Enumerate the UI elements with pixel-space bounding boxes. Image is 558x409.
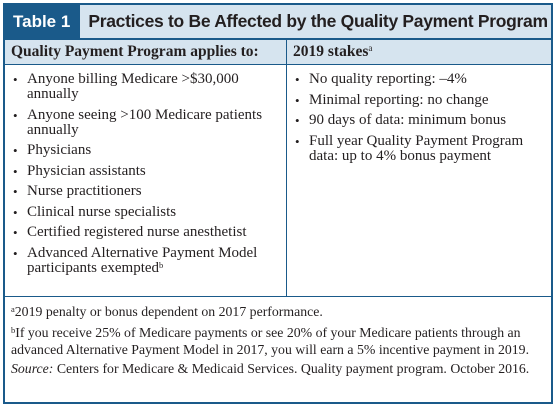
list-item: [11, 246, 282, 277]
list-item: [293, 113, 547, 128]
bullet-icon: •: [295, 72, 300, 87]
footnote-marker-b: b: [159, 259, 164, 270]
list-item: [11, 225, 282, 240]
source-label: Source:: [11, 361, 54, 376]
bullet-icon: •: [295, 92, 300, 108]
list-item-text: 90 days of data: minimum bonus: [309, 112, 507, 128]
bullet-icon: •: [13, 72, 18, 87]
footnote-marker-a: a: [368, 43, 373, 53]
list-item-text: Certified registered nurse anesthetist: [27, 224, 247, 240]
bullet-icon: •: [295, 113, 300, 128]
list-item-text: Minimal reporting: no change: [309, 91, 489, 108]
list-item: [11, 72, 282, 102]
list-item-text: Nurse practitioners: [27, 183, 142, 199]
bullet-icon: •: [13, 245, 18, 261]
list-item-text: Anyone billing Medicare >$30,000 annually: [27, 71, 239, 102]
footnote-b-marker: b: [11, 325, 16, 335]
table-title-bar: [5, 5, 551, 40]
list-item-text: Clinical nurse specialists: [27, 203, 177, 220]
list-item: [293, 134, 547, 164]
bullet-icon: •: [295, 133, 300, 149]
left-column-list: [5, 65, 286, 277]
list-item-text: Full year Quality Payment Program data: up to 4% bonus payment: [309, 132, 524, 164]
list-item: [11, 184, 282, 199]
footnote-b-text: If you receive 25% of Medicare payments or see 20% of your Medicare patients through an advanced Alternative Payment Model in 2017, you will earn a 5% incentive payment in 2019.: [11, 325, 530, 357]
list-item: [11, 164, 282, 179]
bullet-icon: •: [13, 225, 18, 240]
footnote-b: [11, 325, 545, 357]
table-title: Practices to Be Affected by the Quality Payment Program: [88, 11, 548, 31]
list-item-text: No quality reporting: –4%: [309, 71, 467, 87]
table-body: [5, 40, 551, 297]
right-column-list: [287, 65, 551, 164]
bullet-icon: •: [13, 204, 18, 220]
bullet-icon: •: [13, 184, 18, 199]
list-item-text: Physicians: [27, 142, 92, 158]
list-item: [293, 72, 547, 87]
footnote-a-marker: a: [11, 304, 15, 314]
list-item: [11, 143, 282, 158]
right-column-header-text: 2019 stakes: [293, 43, 369, 60]
table-frame: [3, 3, 553, 404]
list-item: [11, 108, 282, 138]
right-column: [287, 40, 551, 296]
left-column: [5, 40, 287, 296]
source-text: Centers for Medicare & Medicaid Services. Quality payment program. October 2016.: [53, 361, 530, 376]
bullet-icon: •: [13, 163, 18, 179]
footnote-a: [11, 304, 545, 321]
bullet-icon: •: [13, 107, 18, 123]
list-item-text: Physician assistants: [27, 162, 146, 179]
list-item: [293, 93, 547, 108]
right-column-header: [287, 40, 551, 65]
table-footnotes: [5, 297, 551, 376]
list-item-text: Anyone seeing >100 Medicare patients annually: [27, 106, 263, 138]
table-number-tag: Table 1: [5, 5, 80, 38]
source-note: [11, 361, 545, 376]
left-column-header: [5, 40, 286, 65]
list-item-text: Advanced Alternative Payment Model participants exempted: [27, 244, 258, 276]
footnote-a-text: 2019 penalty or bonus dependent on 2017 performance.: [14, 304, 323, 319]
left-column-header-text: Quality Payment Program applies to:: [11, 43, 259, 60]
bullet-icon: •: [13, 143, 18, 158]
list-item: [11, 205, 282, 220]
